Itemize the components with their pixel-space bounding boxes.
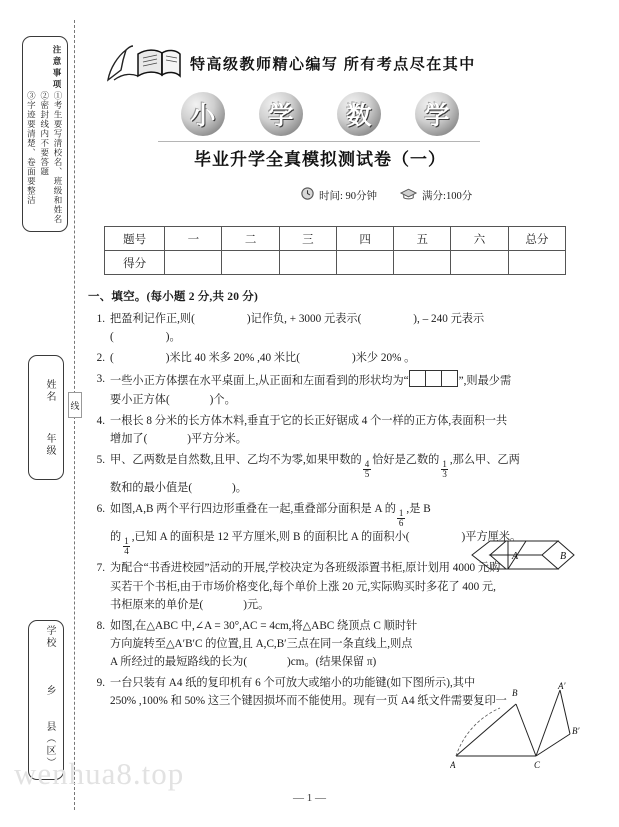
field-township-label: 乡 — [44, 685, 55, 697]
q3-text-d: )个。 — [209, 393, 236, 406]
cap-icon — [399, 187, 418, 204]
subject-char-2: 学 — [259, 92, 303, 136]
exam-meta — [300, 186, 540, 204]
q6-figure-label-b: B — [560, 551, 567, 562]
q6-frac2-numerator: 1 — [124, 536, 129, 547]
field-township[interactable] — [42, 664, 57, 718]
field-name-label: 姓名 — [44, 379, 55, 403]
q8-label-a-prime: A′ — [558, 682, 566, 691]
q1-text-e: )。 — [165, 331, 181, 344]
question-2-number: 2. — [96, 352, 105, 365]
q6-frac1-numerator: 1 — [398, 508, 404, 518]
question-7-number: 7. — [96, 562, 105, 575]
score-cell-6[interactable] — [451, 251, 508, 275]
q7-text-b: 买若干个书柜,由于市场价格变化,每个单价上涨 20 元,实际购买时多花了 400 元, — [110, 580, 496, 593]
q5-text-c: ,那么甲、乙两 — [449, 453, 520, 466]
q6-text-e: )平方厘米。 — [461, 531, 522, 544]
question-4 — [88, 412, 588, 448]
q6-figure-label-a: A — [512, 551, 519, 562]
question-1 — [88, 310, 588, 346]
score-table-row-label-0: 题号 — [105, 227, 165, 251]
class-name-box — [28, 355, 64, 480]
question-8-number: 8. — [96, 619, 105, 632]
question-8-figure — [450, 682, 580, 772]
q5-text-b: 恰好是乙数的 — [372, 453, 440, 466]
subject-char-3: 数 — [337, 92, 381, 136]
q6-frac2-denominator: 4 — [124, 546, 129, 557]
question-3 — [88, 370, 588, 408]
question-5-body — [110, 451, 588, 497]
section-heading: 一、填空。(每小题 2 分,共 20 分) — [88, 291, 258, 303]
q5-frac2-denominator: 3 — [442, 468, 447, 479]
page-number: — 1 — — [293, 792, 326, 804]
question-9-number: 9. — [96, 677, 105, 690]
score-col-6: 六 — [451, 227, 508, 251]
q9-text-b: 250% ,100% 和 50% 这三个键因损坏而不能使用。现有一页 A4 纸文件需要复印一 — [110, 695, 507, 708]
score-cell-5[interactable] — [394, 251, 451, 275]
q5-fraction-2 — [441, 460, 449, 479]
q5-fraction-1 — [363, 460, 371, 479]
q6-text-a: 如图,A,B 两个平行四边形重叠在一起,重叠部分面积是 A 的 — [110, 503, 396, 516]
score-col-5: 五 — [394, 227, 451, 251]
score-table-row-label-1: 得分 — [105, 251, 165, 275]
field-school-label: 学校 — [44, 625, 55, 649]
q1-text-c: ), – 240 元表示 — [413, 313, 485, 325]
score-col-4: 四 — [336, 227, 393, 251]
subject-title — [100, 92, 540, 136]
q7-text-a: 为配合“书香进校园”活动的开展,学校决定为各班级添置书柜,原计划用 4000 元购 — [110, 562, 501, 575]
q8-label-b: B — [512, 688, 518, 698]
score-cell-4[interactable] — [336, 251, 393, 275]
score-cell-3[interactable] — [279, 251, 336, 275]
book-and-pen-icon — [100, 40, 182, 86]
q8-label-a: A — [450, 760, 456, 770]
field-county-label: 县（区） — [44, 721, 55, 769]
q6-fraction-1 — [397, 509, 405, 528]
score-table-value-row — [105, 251, 566, 275]
score-col-total: 总分 — [508, 227, 565, 251]
question-1-body — [110, 310, 588, 346]
q8-label-c: C — [534, 760, 541, 770]
q2-text-b: )米比 40 米多 20% ,40 米比( — [165, 352, 300, 365]
q6-text-d: ,已知 A 的面积是 12 平方厘米,则 B 的面积比 A 的面积小( — [131, 531, 410, 544]
q4-text-b: 增加了( — [110, 432, 148, 445]
score-meta — [399, 187, 472, 204]
q2-text-c: )米少 20% 。 — [351, 352, 416, 365]
notice-item-2: ②密封线内不要答题 — [39, 90, 50, 176]
exam-title: 毕业升学全真模拟测试卷（一） — [194, 150, 446, 169]
sealing-sidebar — [0, 0, 86, 827]
question-8-body — [110, 617, 472, 671]
q4-text-c: )平方分米。 — [187, 432, 247, 445]
title-divider — [158, 141, 480, 142]
q6-fraction-2 — [123, 537, 131, 556]
q6-text-c: 的 — [110, 531, 122, 544]
q5-text-d: 数和的最小值是( — [110, 482, 193, 495]
q7-text-c: 书柜原来的单价是( — [110, 598, 204, 611]
q8-text-b: 方向旋转至△A′B′C 的位置,且 A,C,B′三点在同一条直线上,则点 — [110, 638, 413, 651]
questions-area — [88, 288, 588, 714]
q8-text-a: 如图,在△ABC 中,∠A = 30°,AC = 4cm,将△ABC 绕顶点 C 顺时针 — [110, 619, 418, 632]
score-cell-total[interactable] — [508, 251, 565, 275]
question-2-body — [110, 349, 588, 367]
score-cell-1[interactable] — [165, 251, 222, 275]
q3-text-a: 一些小正方体摆在水平桌面上,从正面和左面看到的形状均为“ — [110, 375, 409, 388]
question-1-number: 1. — [96, 313, 105, 325]
seal-line-label: 线 — [68, 392, 82, 418]
q1-text-b: )记作负, + 3000 元表示( — [246, 313, 362, 325]
clock-icon — [300, 186, 315, 204]
q7-text-d: )元。 — [243, 598, 270, 611]
question-3-body — [110, 370, 588, 408]
question-4-number: 4. — [96, 414, 105, 427]
notice-label: 注意事项 — [52, 44, 62, 91]
field-grade[interactable] — [42, 418, 57, 472]
q5-frac1-numerator: 4 — [364, 458, 370, 469]
question-2 — [88, 349, 588, 367]
notice-item-1: ①考生要写清校名、班级和姓名 — [53, 90, 63, 224]
subject-char-4: 学 — [415, 92, 459, 136]
score-label: 满分:100分 — [422, 190, 473, 202]
q5-text-e: )。 — [232, 482, 247, 495]
question-4-body — [110, 412, 588, 448]
score-cell-2[interactable] — [222, 251, 279, 275]
q9-text-a: 一台只装有 A4 纸的复印机有 6 个可放大或缩小的功能键(如下图所示),其中 — [110, 677, 476, 690]
notice-item-3: ③字迹要清楚、卷面要整洁 — [26, 90, 37, 205]
q1-text-d: ( — [110, 331, 114, 344]
promo-banner-text: 特高级教师精心编写 所有考点尽在其中 — [190, 56, 476, 73]
q3-text-c: 要小正方体( — [110, 393, 170, 406]
three-squares-row-figure — [410, 370, 458, 387]
question-6-number: 6. — [96, 503, 105, 516]
q5-text-a: 甲、乙两数是自然数,且甲、乙均不为零,如果甲数的 — [110, 453, 362, 466]
question-3-number: 3. — [96, 373, 105, 386]
score-table-header-row — [105, 227, 566, 251]
question-6-figure — [470, 538, 575, 572]
subject-char-1: 小 — [181, 92, 225, 136]
q3-text-b: ”,则最少需 — [458, 375, 512, 388]
time-meta — [300, 186, 377, 204]
q1-text-a: 把盈利记作正,则( — [110, 313, 195, 325]
question-5-number: 5. — [96, 453, 105, 466]
score-table — [104, 226, 566, 275]
q8-label-b-prime: B′ — [572, 726, 580, 736]
time-label: 时间: 90分钟 — [319, 190, 378, 202]
q5-frac2-numerator: 1 — [442, 458, 447, 469]
promo-banner — [100, 38, 540, 88]
q6-text-b: ,是 B — [406, 503, 431, 516]
q6-frac1-denominator: 6 — [398, 518, 404, 529]
field-school[interactable] — [42, 610, 57, 664]
q5-frac1-denominator: 5 — [364, 468, 370, 479]
q8-text-d: )cm。(结果保留 π) — [287, 656, 377, 669]
question-8 — [88, 617, 588, 671]
field-grade-label: 年级 — [44, 433, 55, 457]
notice-box — [22, 36, 68, 232]
score-col-1: 一 — [165, 227, 222, 251]
watermark: wenhua8.top — [14, 756, 185, 791]
score-col-3: 三 — [279, 227, 336, 251]
q8-text-c: A 所经过的最短路线的长为( — [110, 656, 248, 669]
score-col-2: 二 — [222, 227, 279, 251]
q2-text-a: ( — [110, 352, 114, 365]
question-5 — [88, 451, 588, 497]
field-name[interactable] — [42, 364, 57, 418]
q4-text-a: 一根长 8 分米的长方体木料,垂直于它的长正好锯成 4 个一样的正方体,表面积一共 — [110, 414, 508, 427]
